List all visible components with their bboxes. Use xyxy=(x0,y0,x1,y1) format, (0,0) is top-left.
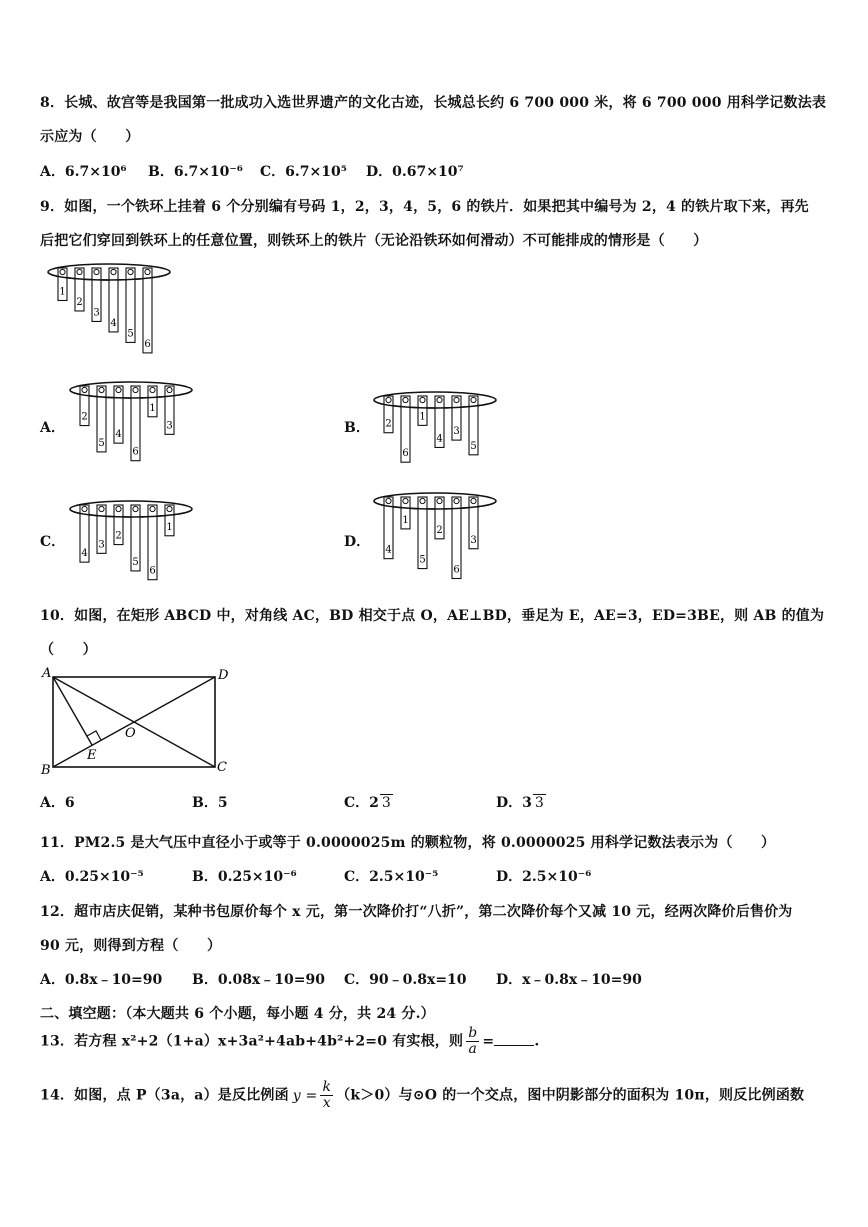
q9-option-a-label: A． xyxy=(40,420,65,436)
tag-C-1 xyxy=(165,505,174,536)
q10-line2: （ ） xyxy=(40,642,97,658)
tag-main-4 xyxy=(109,268,118,332)
q9-option-d-figure xyxy=(370,487,500,585)
svg-text:2: 2 xyxy=(385,418,392,430)
q10-option-d xyxy=(496,792,546,812)
q14-prefix: 14．如图，点 P（3a，a）是反比例函 xyxy=(40,1087,289,1104)
q9-line2: 后把它们穿回到铁环上的任意位置，则铁环上的铁片（无论沿铁环如何滑动）不可能排成的情形是（ ） xyxy=(40,233,708,249)
q8-option-c: C．6.7×10⁵ xyxy=(260,164,347,180)
svg-text:6: 6 xyxy=(453,564,460,576)
svg-text:3: 3 xyxy=(166,420,173,432)
tag-main-2 xyxy=(75,268,84,311)
q9-option-a-figure xyxy=(66,376,196,466)
tag-B-2 xyxy=(384,396,393,433)
tag-D-3 xyxy=(469,497,478,549)
q14-frac-den: x xyxy=(322,1095,331,1111)
q11-option-c: C．2.5×10⁻⁵ xyxy=(344,869,439,885)
svg-text:5: 5 xyxy=(98,437,105,449)
q12-line2: 90 元，则得到方程（ ） xyxy=(40,938,222,954)
tag-A-4 xyxy=(114,386,123,443)
svg-text:6: 6 xyxy=(132,446,139,458)
q12-option-a: A．0.8x﹣10=90 xyxy=(40,972,163,988)
tag-B-5 xyxy=(469,396,478,455)
q12-option-b: B．0.08x﹣10=90 xyxy=(192,972,325,988)
svg-text:1: 1 xyxy=(402,514,409,526)
tag-C-5 xyxy=(131,505,140,571)
q11-option-d: D．2.5×10⁻⁶ xyxy=(496,869,592,885)
q14-line xyxy=(40,1080,804,1111)
q10-option-c xyxy=(344,792,393,812)
q10-option-c-text: C．2 xyxy=(344,795,379,811)
svg-text:4: 4 xyxy=(436,433,443,445)
q13-line xyxy=(40,1026,539,1057)
svg-text:5: 5 xyxy=(470,440,477,452)
svg-text:3: 3 xyxy=(93,307,100,319)
tag-B-3 xyxy=(452,396,461,440)
q10-option-b: B．5 xyxy=(192,795,228,811)
svg-text:3: 3 xyxy=(453,426,460,438)
q9-option-c-figure xyxy=(66,495,196,585)
svg-text:1: 1 xyxy=(149,402,156,414)
q12-option-d: D．x﹣0.8x﹣10=90 xyxy=(496,972,642,988)
svg-text:5: 5 xyxy=(132,556,139,568)
label-c: C xyxy=(217,760,227,775)
q9-option-c-label: C． xyxy=(40,534,66,550)
tag-main-3 xyxy=(92,268,101,321)
tag-main-1 xyxy=(58,268,67,300)
section-2-heading: 二、填空题：（本大题共 6 个小题，每小题 4 分，共 24 分.） xyxy=(40,1006,435,1022)
q8-option-d: D．0.67×10⁷ xyxy=(366,164,464,180)
svg-text:4: 4 xyxy=(385,544,392,556)
q13-frac-num: b xyxy=(468,1025,478,1041)
tag-A-1 xyxy=(148,386,157,417)
svg-text:4: 4 xyxy=(81,548,88,560)
q13-fraction xyxy=(466,1026,479,1057)
tag-C-3 xyxy=(97,505,106,553)
q14-frac-num: k xyxy=(322,1079,332,1095)
label-e: E xyxy=(87,748,97,763)
q14-suffix: （k＞0）与⊙O 的一个交点，图中阴影部分的面积为 10π，则反比例函数 xyxy=(336,1087,805,1104)
q9-option-b-figure xyxy=(370,386,500,466)
q13-answer-blank xyxy=(494,1045,534,1046)
svg-text:3: 3 xyxy=(470,534,477,546)
svg-text:6: 6 xyxy=(149,565,156,577)
svg-text:6: 6 xyxy=(144,338,151,350)
q11-option-a: A．0.25×10⁻⁵ xyxy=(40,869,144,885)
q13-suffix: = xyxy=(482,1033,495,1050)
q8-option-b: B．6.7×10⁻⁶ xyxy=(148,164,243,180)
svg-text:2: 2 xyxy=(76,296,83,308)
svg-text:2: 2 xyxy=(115,530,122,542)
tag-A-3 xyxy=(165,386,174,434)
q8-line2: 示应为（ ） xyxy=(40,129,140,145)
tag-D-2 xyxy=(435,497,444,539)
svg-text:2: 2 xyxy=(436,524,443,536)
svg-text:6: 6 xyxy=(402,448,409,460)
tag-B-6 xyxy=(401,396,410,462)
q11-option-b: B．0.25×10⁻⁶ xyxy=(192,869,297,885)
q14-fraction xyxy=(320,1080,333,1111)
q12-line1: 12．超市店庆促销，某种书包原价每个 x 元，第一次降价打“八折”，第二次降价每个又减 10 元，经两次降价后售价为 xyxy=(40,904,793,920)
tag-C-2 xyxy=(114,505,123,545)
q8-line1: 8．长城、故宫等是我国第一批成功入选世界遗产的文化古迹，长城总长约 6 700 000 米，将 6 700 000 用科学记数法表 xyxy=(40,95,827,111)
q12-option-c: C．90﹣0.8x=10 xyxy=(344,972,467,988)
q11-line1: 11．PM2.5 是大气压中直径小于或等于 0.0000025m 的颗粒物，将 0.0000025 用科学记数法表示为（ ） xyxy=(40,835,776,851)
svg-text:5: 5 xyxy=(127,328,134,340)
label-d: D xyxy=(218,668,229,683)
tag-D-5 xyxy=(418,497,427,569)
tag-A-5 xyxy=(97,386,106,452)
sqrt-3-d: 3 xyxy=(534,795,544,811)
q10-rectangle-figure xyxy=(38,664,238,780)
q8-option-a: A．6.7×10⁶ xyxy=(40,164,127,180)
q13-end: . xyxy=(534,1033,540,1050)
svg-text:2: 2 xyxy=(81,411,88,423)
q9-option-d-label: D． xyxy=(344,534,371,550)
q9-option-b-label: B． xyxy=(344,420,370,436)
svg-text:3: 3 xyxy=(98,539,105,551)
label-b: B xyxy=(41,763,51,778)
sqrt-3-c: 3 xyxy=(381,795,391,811)
tag-D-1 xyxy=(401,497,410,529)
svg-text:1: 1 xyxy=(166,521,173,533)
svg-text:1: 1 xyxy=(59,286,66,298)
label-a: A xyxy=(42,666,52,681)
tag-B-4 xyxy=(435,396,444,447)
q9-main-figure xyxy=(44,258,174,360)
q10-line1: 10．如图，在矩形 ABCD 中，对角线 AC，BD 相交于点 O，AE⊥BD，垂足为 E，AE=3，ED=3BE，则 AB 的值为 xyxy=(40,608,825,624)
q9-line1: 9．如图，一个铁环上挂着 6 个分别编有号码 1，2，3，4，5，6 的铁片．如果把其中编号为 2，4 的铁片取下来，再先 xyxy=(40,199,809,215)
q10-option-d-text: D．3 xyxy=(496,795,532,811)
svg-text:5: 5 xyxy=(419,554,426,566)
label-o: O xyxy=(125,726,136,741)
q13-prefix: 13．若方程 x²+2（1+a）x+3a²+4ab+4b²+2=0 有实根，则 xyxy=(40,1033,464,1050)
svg-text:1: 1 xyxy=(419,411,426,423)
tag-A-2 xyxy=(80,386,89,426)
svg-text:4: 4 xyxy=(110,317,117,329)
tag-B-1 xyxy=(418,396,427,425)
q13-frac-den: a xyxy=(468,1041,478,1057)
q10-option-a: A．6 xyxy=(40,795,75,811)
tag-main-6 xyxy=(143,268,152,353)
svg-text:4: 4 xyxy=(115,429,122,441)
q14-y-eq: y = xyxy=(292,1087,318,1104)
